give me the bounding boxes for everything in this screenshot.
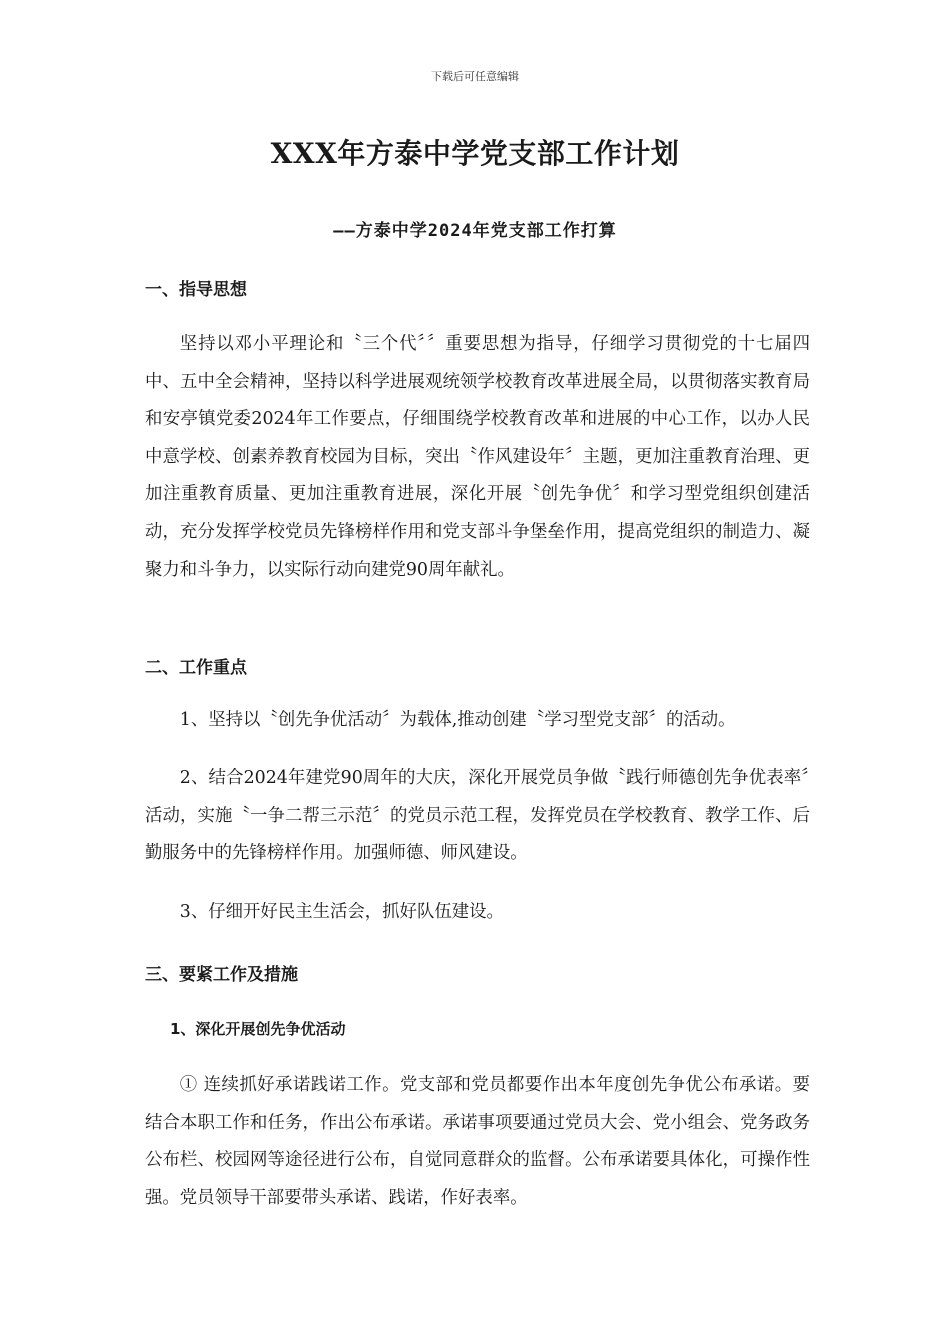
document-subtitle: ——方泰中学2024年党支部工作打算 [333,221,617,241]
paragraph-commitment: ① 连续抓好承诺践诺工作。党支部和党员都要作出本年度创先争优公布承诺。要结合本职工作和任务，作出公布承诺。承诺事项要通过党员大会、党小组会、党务政务公布栏、校园网等途径进行公布，自觉同意群众的监督。公布承诺要具体化，可操作性强。党员领导干部要带头承诺、践诺，作好表率。 [145,1075,810,1208]
header-note: 下载后可任意编辑 [431,70,519,83]
paragraph-focus-1: 1、坚持以〝创先争优活动〞为载体,推动创建〝学习型党支部〞的活动。 [179,710,736,730]
paragraph-focus-2: 2、结合2024年建党90周年的大庆，深化开展党员争做〝践行师德创先争优表率〞活动，实施〝一争二帮三示范〞的党员示范工程，发挥党员在学校教育、教学工作、后勤服务中的先锋榜样作用。加强师德、师风建设。 [145,768,810,864]
paragraph-guiding-ideology: 坚持以邓小平理论和〝三个代〞〞重要思想为指导，仔细学习贯彻党的十七届四中、五中全会精神，坚持以科学进展观统领学校教育改革进展全局，以贯彻落实教育局和安亭镇党委2024年工作要点，仔细围绕学校教育改革和进展的中心工作，以办人民中意学校、创素养教育校园为目标，突出〝作风建设年〞主题，更加注重教育治理、更加注重教育质量、更加注重教育进展，深化开展〝创先争优〞和学习型党组织创建活动，充分发挥学校党员先锋榜样作用和党支部斗争堡垒作用，提高党组织的制造力、凝聚力和斗争力，以实际行动向建党90周年献礼。 [145,334,810,580]
section-heading-work-focus: 二、工作重点 [145,658,247,678]
document-title: XXX年方泰中学党支部工作计划 [270,137,680,170]
paragraph-focus-3: 3、仔细开好民主生活会，抓好队伍建设。 [179,902,504,922]
section-heading-guiding-ideology: 一、指导思想 [145,280,247,300]
section-heading-main-work: 三、要紧工作及措施 [145,965,298,985]
subsection-heading-create-excellence: 1、深化开展创先争优活动 [170,1020,346,1038]
